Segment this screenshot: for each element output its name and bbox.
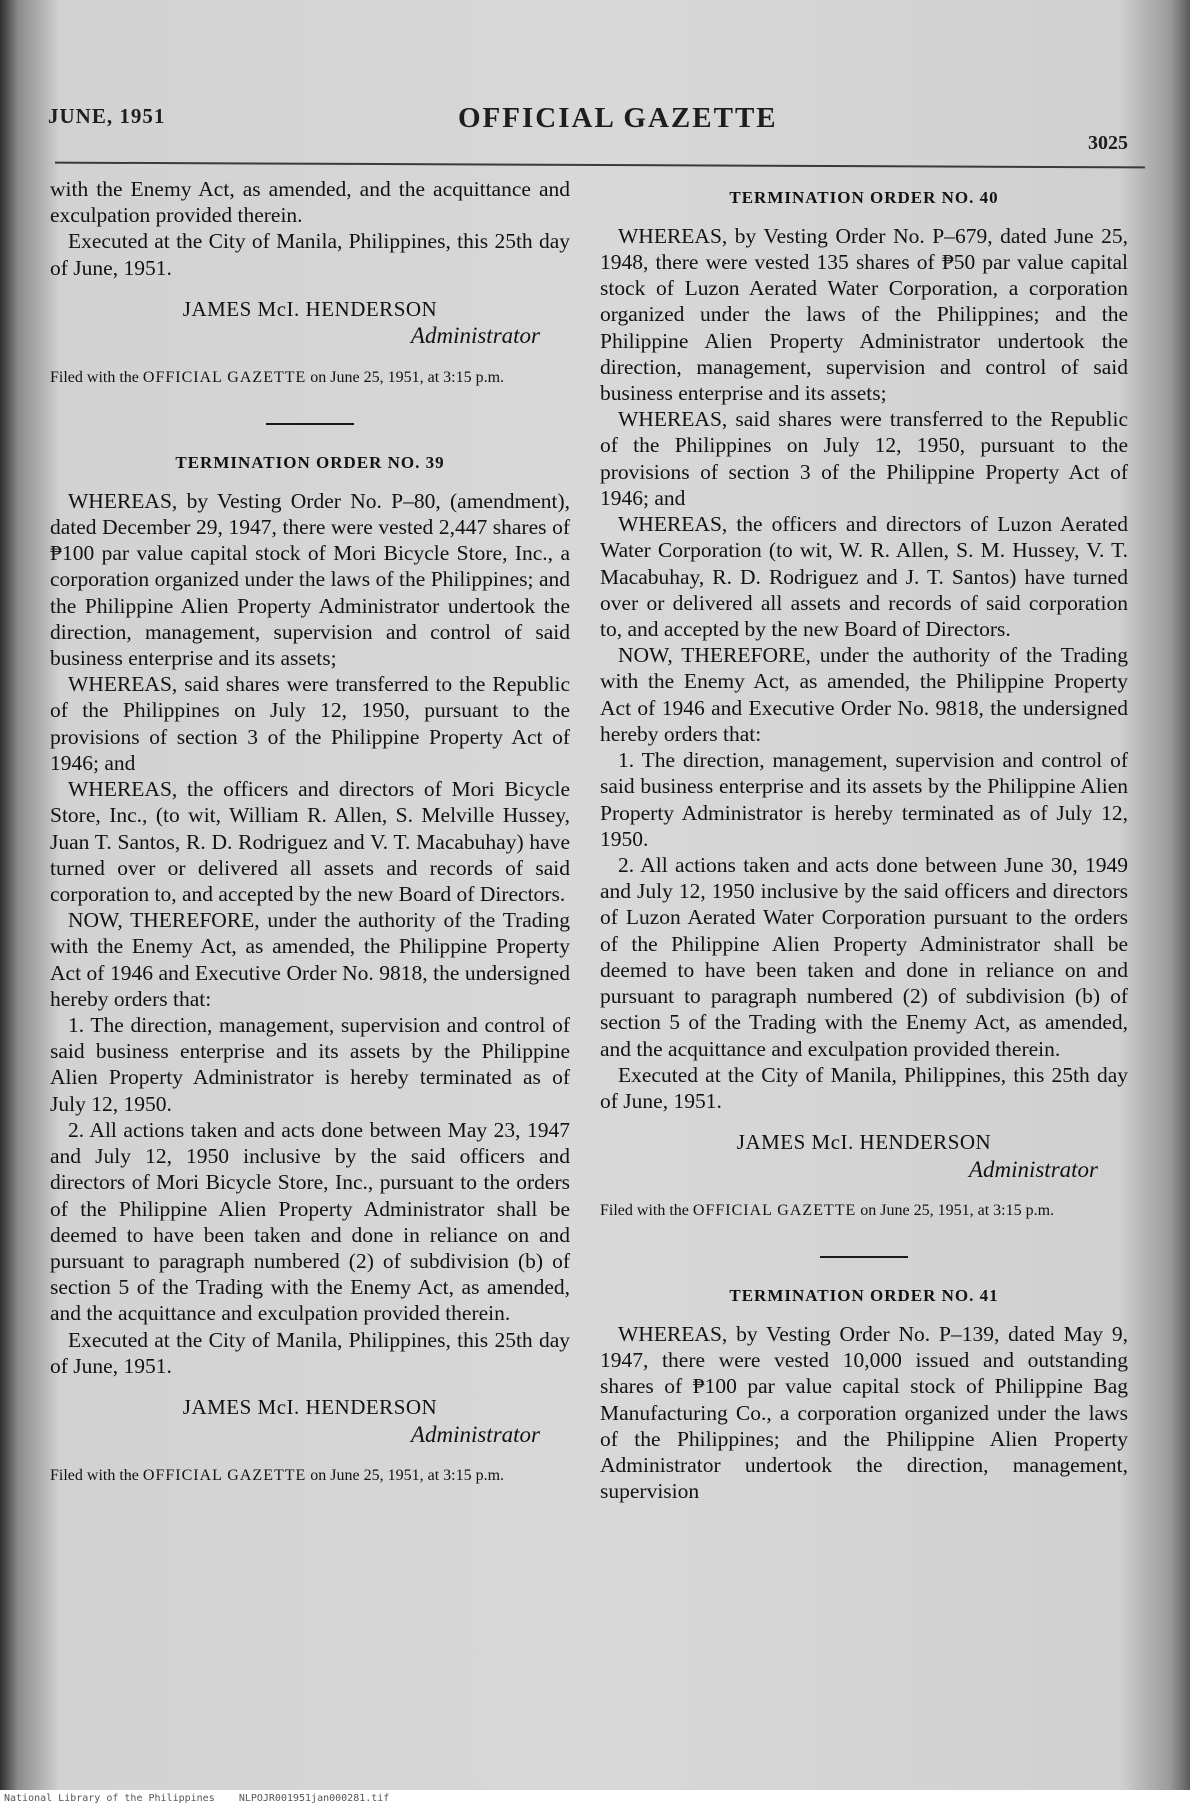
order-39-paragraph: 2. All actions taken and acts done between May 23, 1947 and July 12, 1950 inclusive by the said officers and directors of Mori Bicycle Store, Inc., pursuant to the orders of the Philippine Alien Property Administrator shall be deemed to have been taken and done in reliance on and pursuant to paragraph numbered (2) of subdivision (b) of section 5 of the Trading with the Enemy Act, as amended, and the acquittance and exculpation provided therein. bbox=[50, 1117, 570, 1326]
signature-title: Administrator bbox=[968, 1156, 1098, 1182]
signature-title: Administrator bbox=[410, 323, 540, 349]
footer-file: NLPOJR001951jan000281.tif bbox=[238, 1793, 390, 1804]
filed-prefix: Filed with the bbox=[50, 368, 139, 386]
page-number: 3025 bbox=[1088, 132, 1128, 154]
header-title: OFFICIAL GAZETTE bbox=[458, 102, 778, 134]
filed-gazette: OFFICIAL GAZETTE bbox=[142, 368, 307, 386]
section-divider bbox=[820, 1256, 908, 1258]
right-column bbox=[600, 188, 1128, 1504]
signature-name: JAMES McI. HENDERSON bbox=[182, 1395, 438, 1420]
header-rule bbox=[55, 162, 1145, 169]
signature-name: JAMES McI. HENDERSON bbox=[182, 296, 438, 321]
filed-gazette: OFFICIAL GAZETTE bbox=[692, 1201, 857, 1219]
filed-prefix: Filed with the bbox=[50, 1466, 139, 1484]
filed-suffix: on June 25, 1951, at 3:15 p.m. bbox=[310, 1466, 505, 1484]
filed-gazette: OFFICIAL GAZETTE bbox=[142, 1466, 307, 1484]
order-40-paragraph: WHEREAS, the officers and directors of Luzon Aerated Water Corporation (to wit, W. R. Allen, S. M. Hussey, V. T. Macabuhay, R. D. Rodriguez and J. T. Santos) have turned over or delivered all assets and records of said corporation to, and accepted by the new Board of Directors. bbox=[600, 512, 1128, 642]
order-39-title: TERMINATION ORDER NO. 39 bbox=[175, 452, 445, 472]
order-39-paragraph: WHEREAS, the officers and directors of Mori Bicycle Store, Inc., (to wit, William R. Allen, S. Melville Hussey, Juan T. Santos, R. D. Rodriguez and V. T. Macabuhay) have turned over or delivered all assets and records of said corporation to, and accepted by the new Board of Directors. bbox=[50, 777, 570, 906]
order-41-title: TERMINATION ORDER NO. 41 bbox=[729, 1286, 999, 1306]
order-40-title: TERMINATION ORDER NO. 40 bbox=[729, 188, 999, 207]
order-39-paragraph: NOW, THEREFORE, under the authority of the Trading with the Enemy Act, as amended, the Philippine Property Act of 1946 and Executive Order No. 9818, the undersigned hereby orders that: bbox=[50, 908, 570, 1011]
filed-note bbox=[50, 1465, 570, 1487]
filed-suffix: on June 25, 1951, at 3:15 p.m. bbox=[860, 1201, 1055, 1219]
filed-suffix: on June 25, 1951, at 3:15 p.m. bbox=[310, 368, 505, 386]
filed-note bbox=[600, 1200, 1128, 1222]
signature-name: JAMES McI. HENDERSON bbox=[736, 1130, 992, 1155]
header-date: JUNE, 1951 bbox=[48, 104, 166, 128]
footer-source: National Library of the Philippines bbox=[4, 1793, 215, 1804]
order-40-paragraph: 2. All actions taken and acts done between June 30, 1949 and July 12, 1950 inclusive by the said officers and directors of Luzon Aerated Water Corporation pursuant to the orders of the Philippine Alien Property Administrator shall be deemed to have been taken and done in reliance on and pursuant to paragraph numbered (2) of subdivision (b) of section 5 of the Trading with the Enemy Act, as amended, and the acquittance and exculpation provided therein. bbox=[600, 852, 1128, 1061]
order-39-paragraph: 1. The direction, management, supervision and control of said business enterprise and its assets by the Philippine Alien Property Administrator is hereby terminated as of July 12, 1950. bbox=[50, 1013, 570, 1116]
order-41-paragraph: WHEREAS, by Vesting Order No. P–139, dated May 9, 1947, there were vested 10,000 issued and outstanding shares of ₱100 par value capital stock of Philippine Bag Manufacturing Co., a corporation organized under the laws of the Philippines; and the Philippine Alien Property Administrator undertook the direction, management, supervision bbox=[600, 1321, 1128, 1504]
order-39-paragraph: WHEREAS, said shares were transferred to the Republic of the Philippines on July 12, 1950, pursuant to the provisions of section 3 of the Philippine Property Act of 1946; and bbox=[50, 672, 570, 775]
executed-paragraph: Executed at the City of Manila, Philippines, this 25th day of June, 1951. bbox=[50, 229, 570, 280]
order-40-paragraph: 1. The direction, management, supervision and control of said business enterprise and its assets by the Philippine Alien Property Administrator is hereby terminated as of July 12, 1950. bbox=[600, 748, 1128, 851]
page-header bbox=[0, 98, 1190, 158]
section-divider bbox=[266, 423, 354, 425]
scan-footer bbox=[0, 1790, 1190, 1808]
order-39-paragraph: Executed at the City of Manila, Philippines, this 25th day of June, 1951. bbox=[50, 1327, 570, 1378]
continued-paragraph: with the Enemy Act, as amended, and the acquittance and exculpation provided therein. bbox=[50, 177, 570, 228]
filed-prefix: Filed with the bbox=[600, 1201, 689, 1219]
filed-note bbox=[50, 367, 570, 389]
order-40-paragraph: WHEREAS, by Vesting Order No. P–679, dated June 25, 1948, there were vested 135 shares of ₱50 par value capital stock of Luzon Aerated Water Corporation, a corporation organized under the laws of the Philippines; and the Philippine Alien Property Administrator undertook the direction, management, supervision and control of said business enterprise and its assets; bbox=[600, 223, 1128, 406]
order-40-paragraph: NOW, THEREFORE, under the authority of the Trading with the Enemy Act, as amended, the Philippine Property Act of 1946 and Executive Order No. 9818, the undersigned hereby orders that: bbox=[600, 643, 1128, 746]
left-column bbox=[50, 176, 570, 1487]
order-39-paragraph: WHEREAS, by Vesting Order No. P–80, (amendment), dated December 29, 1947, there were vested 2,447 shares of ₱100 par value capital stock of Mori Bicycle Store, Inc., a corporation organized under the laws of the Philippines; and the Philippine Alien Property Administrator undertook the direction, management, supervision and control of said business enterprise and its assets; bbox=[50, 488, 570, 670]
signature-title: Administrator bbox=[410, 1421, 540, 1447]
order-40-paragraph: Executed at the City of Manila, Philippines, this 25th day of June, 1951. bbox=[600, 1062, 1128, 1113]
order-40-paragraph: WHEREAS, said shares were transferred to the Republic of the Philippines on July 12, 1950, pursuant to the provisions of section 3 of the Philippine Property Act of 1946; and bbox=[600, 407, 1128, 510]
